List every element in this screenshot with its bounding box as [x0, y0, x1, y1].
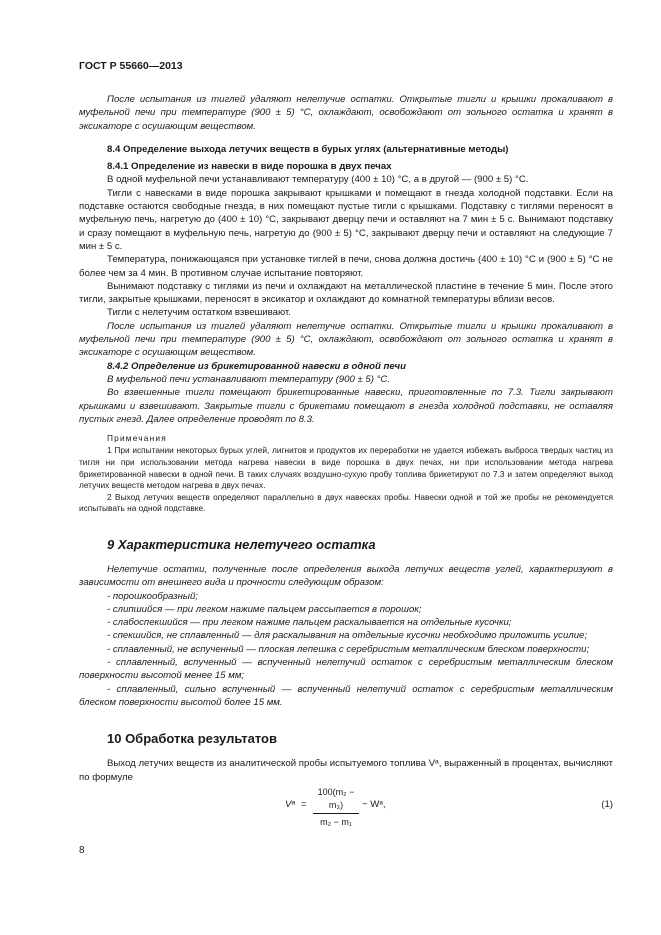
- formula-number: (1): [601, 798, 613, 810]
- page-number: 8: [79, 845, 85, 856]
- paragraph: Нелетучие остатки, полученные после определения выхода летучих веществ углей, характеризуют в зависимости от внешнего вида и прочности следующим образом:: [79, 563, 613, 589]
- paragraph: После испытания из тиглей удаляют нелетучие остатки. Открытые тигли и крышки прокаливают в муфельной печи при температуре (900 ± 5) °C, охлаждают, освобождают от зольного остатка и хранят в эксикаторе с осушающим веществом.: [79, 94, 613, 132]
- paragraph: В одной муфельной печи устанавливают температуру (400 ± 10) °C, а в другой — (900 ± 5) °C.: [107, 174, 529, 186]
- document-header: ГОСТ Р 55660—2013: [79, 60, 183, 72]
- paragraph: Вынимают подставку с тиглями из печи и охлаждают на металлической пластине в течение 5 мин. После этого тигли, закрытые крышками, переносят в эксикатор и охлаждают до комнатной температуры вблизи весов.: [79, 280, 613, 306]
- note-1: 1 При испытании некоторых бурых углей, лигнитов и продуктов их переработки не удается избежать выброса твердых частиц из тигля ни при использовании метода нагрева навески в виде порошка в двух печах, ни при использовании метода нагрева брикетированной навески в одной печи. В таких случаях воздушно-сухую пробу топлива брикетируют по 7.3 и затем определяют выход летучих веществ методом нагрева в двух печах.: [79, 445, 613, 491]
- formula-denominator: m₂ − m₁: [320, 817, 352, 828]
- paragraph: Тигли с навесками в виде порошка закрывают крышками и помещают в гнезда холодной подставки. Если на подставке остаются свободные гнезда, в них помещают пустые тигли с крышками. Подставку с тиглями переносят в муфельную печь, нагретую до (400 ± 10) °C, закрывают дверцу печи и оставляют на 7 мин ± 5 с. Вынимают подставку и сразу помещают в муфельную печь, нагретую до (900 ± 5) °C, закрывают дверцу печи и оставляют на следующие 7 мин ± 5 с.: [79, 187, 613, 252]
- list-item: - сплавленный, вспученный — вспученный нелетучий остаток с серебристым металлическим блеском поверхности высотой менее 15 мм;: [79, 657, 613, 682]
- notes-title: Примечания: [107, 433, 167, 444]
- paragraph: Тигли с нелетучим остатком взвешивают.: [107, 307, 291, 319]
- list-item: - сплавленный, сильно вспученный — вспученный нелетучий остаток с серебристым металлическим блеском поверхности высотой более 15 мм.: [79, 683, 613, 708]
- subsection-heading-8-4-2: 8.4.2 Определение из брикетированной навески в одной печи: [107, 360, 406, 372]
- paragraph: Выход летучих веществ из аналитической пробы испытуемого топлива Vᵃ, выраженный в процентах, вычисляют по формуле: [79, 758, 613, 783]
- section-heading-9: 9 Характеристика нелетучего остатка: [107, 536, 376, 552]
- list-item: - слабоспекшийся — при легком нажиме пальцем раскалывается на отдельные кусочки;: [107, 617, 512, 629]
- section-heading-8-4: 8.4 Определение выхода летучих веществ в бурых углях (альтернативные методы): [107, 143, 509, 155]
- list-item: - слипшийся — при легком нажиме пальцем рассыпается в порошок;: [107, 603, 422, 615]
- list-item: - порошкообразный;: [107, 590, 198, 602]
- paragraph: В муфельной печи устанавливают температуру (900 ± 5) °C.: [107, 373, 391, 385]
- subsection-heading-8-4-1: 8.4.1 Определение из навески в виде порошка в двух печах: [107, 161, 392, 173]
- formula-numerator: 100(m₂ − m₃): [313, 786, 359, 815]
- list-item: - сплавленный, не вспученный — плоская лепешка с серебристым металлическим блеском поверхности;: [107, 643, 590, 655]
- paragraph: После испытания из тиглей удаляют нелетучие остатки. Открытые тигли и крышки прокаливают в муфельной печи при температуре (900 ± 5) °C, охлаждают, освобождают от зольного остатка и хранят в эксикаторе с осушающим веществом.: [79, 320, 613, 359]
- formula-equals: =: [301, 798, 307, 810]
- formula-lhs: Vᵃ: [285, 798, 295, 810]
- note-2: 2 Выход летучих веществ определяют параллельно в двух навесках пробы. Навески одной и той же пробы не рекомендуется испытывать на одной подставке.: [79, 491, 613, 514]
- formula-remainder: − Wᵃ,: [362, 798, 386, 810]
- document-body: [79, 93, 613, 826]
- list-item: - спекшийся, не сплавленный — для раскалывания на отдельные кусочки необходимо приложить усилие;: [107, 630, 588, 642]
- paragraph: Температура, понижающаяся при установке тиглей в печи, снова должна достичь (400 ± 10) °C и (900 ± 5) °C не более чем за 4 мин. В противном случае испытание повторяют.: [79, 254, 613, 279]
- formula-1: [79, 786, 613, 826]
- paragraph: Во взвешенные тигли помещают брикетированные навески, приготовленные по 7.3. Тигли закрывают крышками и взвешивают. Закрытые тигли с брикетами помещают в гнезда холодной подставки, не оставляя пустых гнезд. Далее определение проводят по 8.3.: [79, 387, 613, 425]
- formula-fraction: [313, 786, 359, 830]
- section-heading-10: 10 Обработка результатов: [107, 731, 277, 747]
